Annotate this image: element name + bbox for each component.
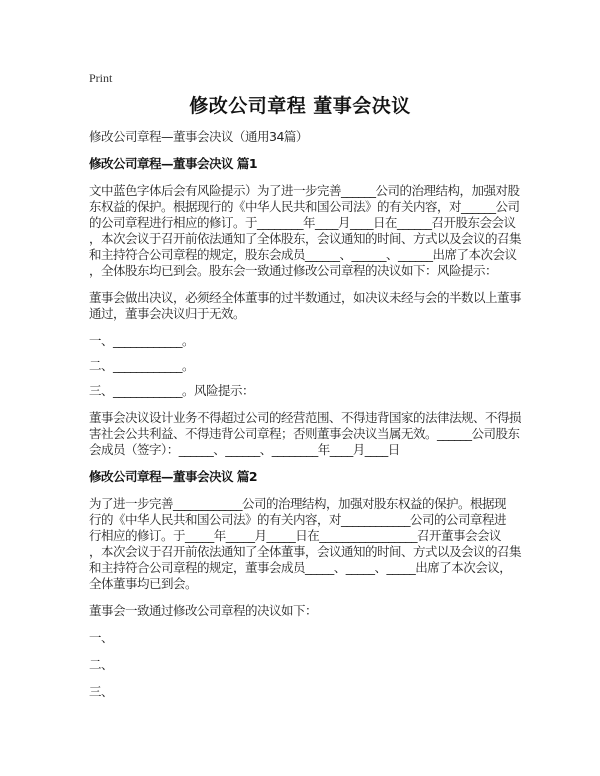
section-1-paragraph-1 <box>89 183 549 279</box>
section-1-paragraph-3 <box>89 410 549 458</box>
text-line: 董事会决议设计业务不得超过公司的经营范围、不得违背国家的法律法规、不得损 <box>89 410 522 425</box>
section-2-item-2: 二、 <box>89 657 114 672</box>
text-line: ，本次会议于召开前依法通知了全体股东，会议通知的时间、方式以及会议的召集 <box>89 231 522 246</box>
section-2-heading: 修改公司章程—董事会决议 篇2 <box>89 469 258 484</box>
section-1-heading: 修改公司章程—董事会决议 篇1 <box>89 156 258 171</box>
text-line: 行的《中华人民共和国公司法》的有关内容，对____________公司的公司章程进 <box>89 512 507 527</box>
text-line: 和主持符合公司章程的规定，董事会成员_____、_____、_____出席了本次会议， <box>89 560 512 575</box>
text-line: 东权益的保护。根据现行的《中华人民共和国公司法》的有关内容，对______公司 <box>89 199 520 214</box>
document-subtitle: 修改公司章程—董事会决议（通用34篇） <box>89 129 308 144</box>
section-1-item-1: 一、____________。 <box>89 333 195 348</box>
text-line: 通过，董事会决议归于无效。 <box>89 306 246 321</box>
page-title: 修改公司章程 董事会决议 <box>189 95 411 117</box>
text-line: 害社会公共利益、不得违背公司章程；否则董事会决议当属无效。______公司股东 <box>89 426 520 441</box>
text-line: 行相应的修订。于_____年_____月_____日在_________________召开董事会会议 <box>89 528 502 543</box>
text-line: 全体董事均已到会。 <box>89 576 198 591</box>
print-link[interactable]: Print <box>89 71 113 85</box>
text-line: 文中蓝色字体后会有风险提示）为了进一步完善______公司的治理结构，加强对股 <box>89 183 520 198</box>
section-2-item-1: 一、 <box>89 630 114 645</box>
section-1-item-3: 三、____________。风险提示： <box>89 383 255 398</box>
section-2-paragraph-1 <box>89 496 549 592</box>
text-line: 的公司章程进行相应的修订。于________年____月____日在______召开股东会会议 <box>89 215 516 230</box>
text-line: ，全体股东均已到会。股东会一致通过修改公司章程的决议如下：风险提示： <box>89 263 498 278</box>
text-line: 会成员（签字）：______、______、________年____月____日 <box>89 442 400 457</box>
section-1-item-2: 二、____________。 <box>89 358 195 373</box>
text-line: 董事会做出决议，必须经全体董事的过半数通过，如决议未经与会的半数以上董事 <box>89 290 522 305</box>
section-2-item-3: 三、 <box>89 684 114 699</box>
text-line: 为了进一步完善____________公司的治理结构，加强对股东权益的保护。根据现 <box>89 496 507 511</box>
text-line: 和主持符合公司章程的规定，股东会成员______、______、______出席了本次会议 <box>89 247 517 262</box>
section-1-paragraph-2 <box>89 290 549 322</box>
section-2-paragraph-2: 董事会一致通过修改公司章程的决议如下： <box>89 603 318 618</box>
text-line: ，本次会议于召开前依法通知了全体董事，会议通知的时间、方式以及会议的召集 <box>89 544 522 559</box>
